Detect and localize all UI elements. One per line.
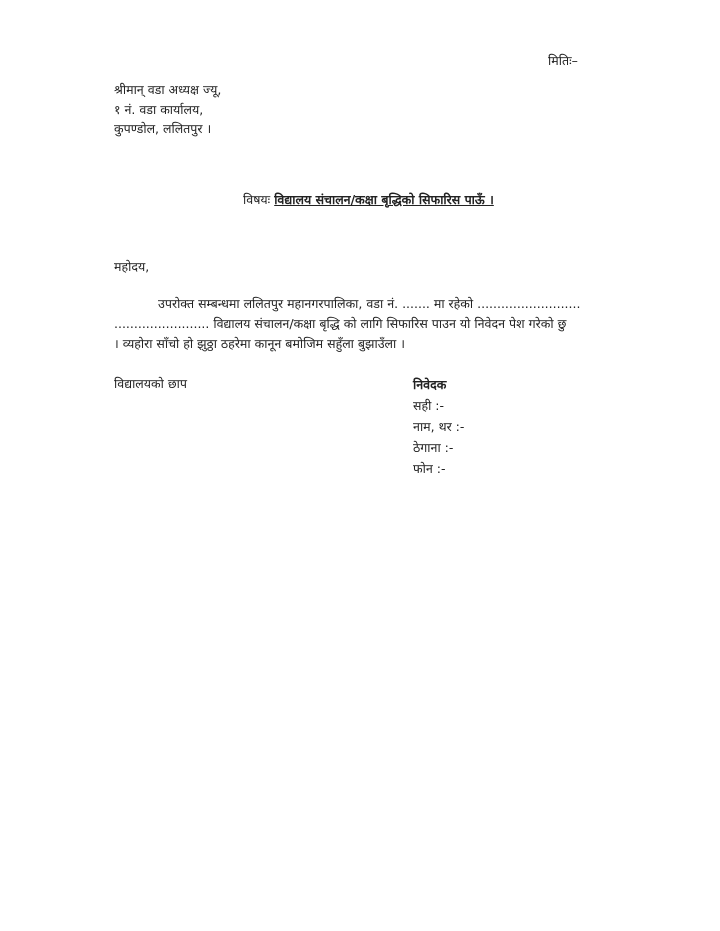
subject-label: विषयः [243, 192, 271, 207]
body-line-1: उपरोक्त सम्बन्धमा ललितपुर महानगरपालिका, वडा नं. ....... मा रहेको .......................... [158, 296, 581, 311]
recipient-line-2: १ नं. वडा कार्यालय, [114, 102, 204, 117]
body-line-3: । व्यहोरा साँचो हो झुठ्ठा ठहरेमा कानून बमोजिम सहुँला बुझाउँला । [114, 336, 405, 351]
recipient-line-3: कुपण्डोल, ललितपुर । [114, 121, 212, 136]
subject-line [243, 191, 494, 208]
body-paragraph [114, 294, 669, 354]
school-stamp-label: विद्यालयको छाप [114, 376, 187, 391]
applicant-address-field: ठेगाना :- [413, 440, 454, 455]
applicant-name-field: नाम, थर :- [413, 419, 465, 434]
applicant-phone-field: फोन :- [413, 461, 446, 476]
subject-text: विद्यालय संचालन/कक्षा बृद्धिको सिफारिस पाऊँ । [274, 192, 494, 207]
salutation: महोदय, [114, 259, 150, 274]
applicant-signature-field: सही :- [413, 398, 445, 413]
date-field: मितिः– [548, 53, 578, 68]
applicant-title: निवेदक [413, 377, 447, 392]
body-line-2: ........................ विद्यालय संचालन/कक्षा बृद्धि को लागि सिफारिस पाउन यो निवेदन पेश गरेको छु [114, 316, 567, 331]
recipient-line-1: श्रीमान् वडा अध्यक्ष ज्यू, [114, 82, 222, 97]
